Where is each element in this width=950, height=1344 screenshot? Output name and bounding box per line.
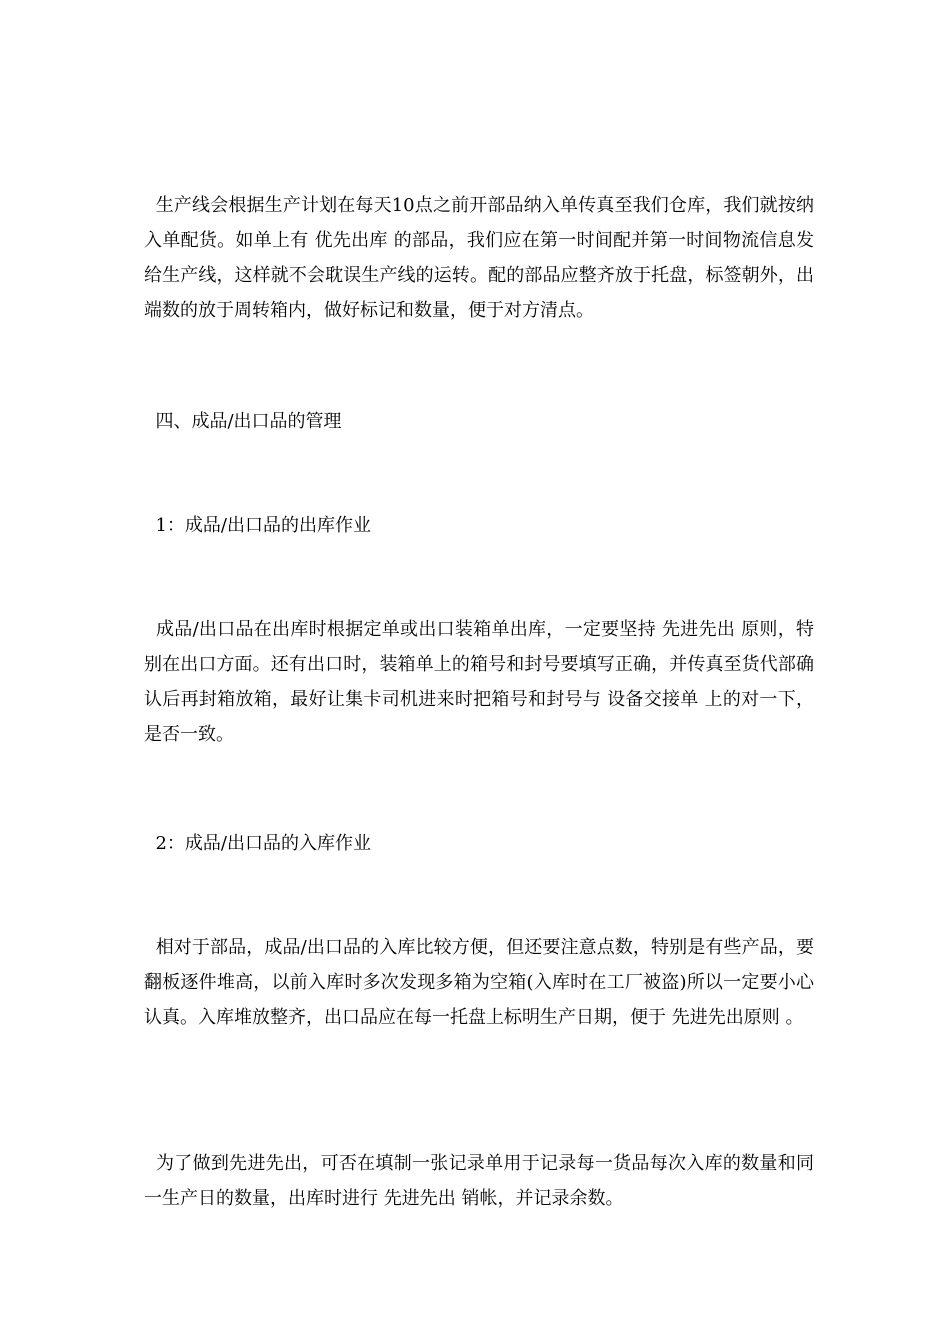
paragraph-picking-process: 生产线会根据生产计划在每天10点之前开部品纳入单传真至我们仓库，我们就按纳入单配货。如单上有 优先出库 的部品，我们应在第一时间配并第一时间物流信息发给生产线，这样就不会耽误生产线的运转。配的部品应整齐放于托盘，标签朝外，出端数的放于周转箱内，做好标记和数量，便于对方清点。 xyxy=(144,195,814,321)
sub-heading-outbound: 1：成品/出口品的出库作业 xyxy=(144,515,371,536)
sub-heading-inbound: 2：成品/出口品的入库作业 xyxy=(144,833,371,854)
paragraph-inbound: 相对于部品，成品/出口品的入库比较方便，但还要注意点数，特别是有些产品，要翻板逐件堆高，以前入库时多次发现多箱为空箱(入库时在工厂被盗)所以一定要小心认真。入库堆放整齐，出口品应在每一托盘上标明生产日期，便于 先进先出原则 。 xyxy=(144,937,814,1028)
section-heading-finished-goods: 四、成品/出口品的管理 xyxy=(144,411,342,432)
paragraph-fifo-record: 为了做到先进先出，可否在填制一张记录单用于记录每一货品每次入库的数量和同一生产日的数量，出库时进行 先进先出 销帐，并记录余数。 xyxy=(144,1153,814,1209)
paragraph-outbound: 成品/出口品在出库时根据定单或出口装箱单出库，一定要坚持 先进先出 原则，特别在出口方面。还有出口时，装箱单上的箱号和封号要填写正确，并传真至货代部确认后再封箱放箱，最好让集卡司机进来时把箱号和封号与 设备交接单 上的对一下，是否一致。 xyxy=(144,619,814,745)
